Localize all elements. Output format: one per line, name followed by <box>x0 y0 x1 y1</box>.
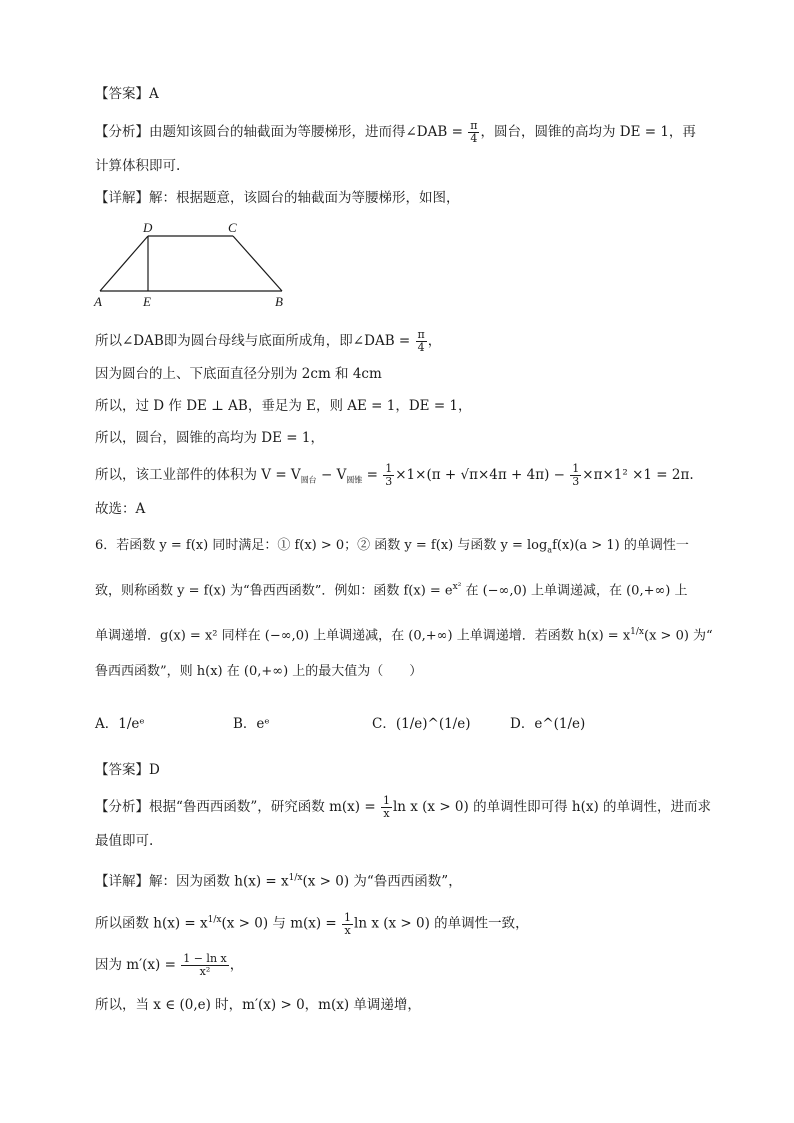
answer-value: A <box>149 86 159 102</box>
label-e: E <box>143 294 151 309</box>
q5-analysis-line-2: 计算体积即可. <box>95 158 181 174</box>
q6-detail-line-4: 所以，当 x ∈ (0,e) 时，m′(x) > 0，m(x) 单调递增， <box>95 997 421 1013</box>
option-b[interactable]: B．eᵉ <box>233 716 270 732</box>
q6-stem-line-4: 鲁西西函数”，则 h(x) 在 (0,+∞) 上的最大值为（ ） <box>95 664 423 679</box>
detail-tag: 【详解】 <box>95 873 149 890</box>
option-d[interactable]: D．e^(1/e) <box>510 716 586 732</box>
label-c: C <box>228 220 237 235</box>
q5-detail-line-d: 所以，圆台，圆锥的高均为 DE = 1， <box>95 430 324 446</box>
q5-detail-intro: 【详解】解：根据题意，该圆台的轴截面为等腰梯形，如图， <box>95 190 460 206</box>
q5-answer-line <box>95 84 714 104</box>
q5-detail-line-f: 故选：A <box>95 501 146 517</box>
fraction-derivative: $\frac{\text{1 − ln x}}{\text{x²}}$ <box>183 952 227 978</box>
q6-stem-line-2: 致，则称函数 y = f(x) 为“鲁西西函数”．例如：函数 $f(x) = e^{x^2}$ 在 (−∞,0) 上单调递减，在 (0,+∞) 上 <box>95 582 688 599</box>
fraction-one-over-x: $\frac{1}{x}$ <box>382 794 390 820</box>
label-d: D <box>143 220 153 235</box>
q5-detail-line-e: 所以，该工业部件的体积为 $V = V_{圆台} - V_{圆锥}$ = $\frac{1}{3}$ ×1×(π + √π×4π + 4π) − $\frac{1}{3}$ ×π×1² ×1 = 2π. <box>95 462 694 488</box>
fraction-one-third: $\frac{1}{3}$ <box>385 462 393 488</box>
fraction-pi-over-4: $\frac{\pi}{4}$ <box>470 119 478 145</box>
answer-value: D <box>149 762 160 778</box>
label-a: A <box>94 294 102 309</box>
analysis-tag: 【分析】 <box>95 124 149 140</box>
q6-detail-line-3: 因为 m′(x) = $\frac{\text{1 − ln x}}{\text{x²}}$ ， <box>95 952 244 978</box>
q5-detail-line-b: 因为圆台的上、下底面直径分别为 2cm 和 4cm <box>95 366 382 382</box>
q6-stem-line-1: 6．若函数 y = f(x) 同时满足：① f(x) > 0；② 函数 y = f(x) 与函数 $y = \log_af(x)(a > 1)$ 的单调性一 <box>95 538 689 555</box>
fraction-pi-over-4: $\frac{\pi}{4}$ <box>417 328 425 354</box>
trapezoid-figure <box>90 218 300 310</box>
q6-analysis-line-2: 最值即可. <box>95 833 154 849</box>
q5-detail-line-a: 所以∠DAB即为圆台母线与底面所成角，即∠DAB = $\frac{\pi}{4}$ ， <box>95 328 442 354</box>
analysis-tag: 【分析】 <box>95 799 149 815</box>
option-c[interactable]: C．(1/e)^(1/e) <box>372 716 471 732</box>
answer-tag: 【答案】 <box>95 762 149 778</box>
fraction-one-over-x: $\frac{1}{x}$ <box>344 910 352 937</box>
segment-ad <box>100 236 148 291</box>
q5-analysis-line-1: 【分析】由题知该圆台的轴截面为等腰梯形，进而得∠DAB = $\frac{\pi}{4}$ ，圆台，圆锥的高均为 DE = 1，再 <box>95 119 696 145</box>
q5-detail-line-c: 所以，过 D 作 DE ⊥ AB，垂足为 E，则 AE = 1，DE = 1， <box>95 398 472 414</box>
q6-answer-line <box>95 760 714 780</box>
q6-detail-line-1: 【详解】解：因为函数 $h(x) = x^{1/x}(x > 0)$ 为“鲁西西函数”， <box>95 873 462 890</box>
detail-tag: 【详解】 <box>95 190 149 206</box>
q6-stem-line-3: 单调递增．g(x) = x² 同样在 (−∞,0) 上单调递减，在 (0,+∞) 上单调递增．若函数 $h(x) = x^{1/x}(x > 0)$ 为“ <box>95 627 713 644</box>
segment-cb <box>233 236 282 291</box>
option-a[interactable]: A．1/eᵉ <box>95 716 145 732</box>
q6-detail-line-2: 所以函数 $h(x) = x^{1/x}(x > 0)$ 与 m(x) = $\frac{1}{x}$ ln x (x > 0) 的单调性一致， <box>95 910 529 937</box>
label-b: B <box>275 294 283 309</box>
fraction-one-third: $\frac{1}{3}$ <box>572 462 580 488</box>
answer-tag: 【答案】 <box>95 86 149 102</box>
q6-analysis-line-1: 【分析】根据“鲁西西函数”，研究函数 m(x) = $\frac{1}{x}$ ln x (x > 0) 的单调性即可得 h(x) 的单调性，进而求 <box>95 794 712 820</box>
